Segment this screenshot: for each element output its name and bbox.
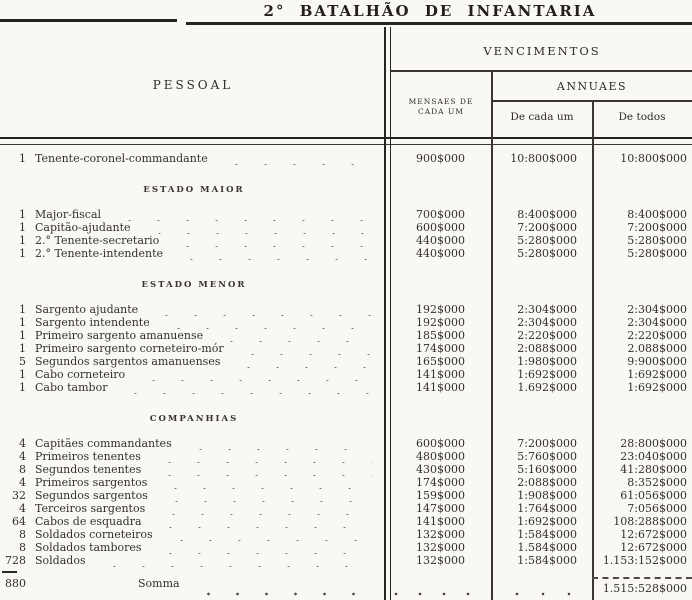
table-row <box>0 437 692 450</box>
cell-quantity: 4 <box>19 437 26 450</box>
total-count: 880 <box>5 577 26 590</box>
dot-leader <box>211 329 372 342</box>
cell-annual-all: 10:800$000 <box>620 152 687 165</box>
total-annual-all: 1.515:528$000 <box>592 577 692 597</box>
cell-annual-each: 5:160$000 <box>517 463 577 476</box>
table-row <box>0 554 692 567</box>
cell-annual-each: 2:304$000 <box>517 316 577 329</box>
dot-leader <box>232 342 372 355</box>
cell-monthly-each: 174$000 <box>416 476 465 489</box>
cell-monthly-each: 141$000 <box>416 368 465 381</box>
cell-quantity: 4 <box>19 502 26 515</box>
cell-label: Primeiros sargentos <box>35 476 148 489</box>
dot-leader <box>109 208 372 221</box>
cell-label: Soldados <box>35 554 86 567</box>
cell-annual-each: 10:800$000 <box>510 152 577 165</box>
cell-monthly-each: 141$000 <box>416 515 465 528</box>
cell-monthly-each: 440$000 <box>416 234 465 247</box>
cell-monthly-each: 132$000 <box>416 554 465 567</box>
table-row <box>0 463 692 476</box>
cell-annual-all: 8:400$000 <box>627 208 687 221</box>
table-row <box>0 541 692 554</box>
cell-monthly-each: 174$000 <box>416 342 465 355</box>
total-annual-each-dots <box>492 577 592 597</box>
cell-quantity: 8 <box>19 463 26 476</box>
cell-label: Sargento ajudante <box>35 303 139 316</box>
dot-leader <box>133 368 372 381</box>
dot-leader <box>228 355 372 368</box>
cell-quantity: 728 <box>5 554 26 567</box>
dot-leader <box>171 247 372 260</box>
cell-annual-all: 7:056$000 <box>627 502 687 515</box>
dot-leader <box>161 528 372 541</box>
cell-monthly-each: 165$000 <box>416 355 465 368</box>
cell-quantity: 4 <box>19 450 26 463</box>
table-row <box>0 489 692 502</box>
cell-annual-each: 1:980$000 <box>517 355 577 368</box>
cell-label: Primeiro sargento amanuense <box>35 329 204 342</box>
cell-monthly-each: 147$000 <box>416 502 465 515</box>
table-row <box>0 450 692 463</box>
section-header-row <box>0 413 692 426</box>
cell-quantity: 1 <box>19 221 26 234</box>
table-row <box>0 368 692 381</box>
cell-quantity: 1 <box>19 368 26 381</box>
vencimentos-underline-rule <box>390 70 692 72</box>
cell-quantity: 1 <box>19 316 26 329</box>
dot-leader <box>150 515 372 528</box>
cell-annual-each: 7:200$000 <box>517 437 577 450</box>
cell-monthly-each: 430$000 <box>416 463 465 476</box>
cell-quantity: 1 <box>19 247 26 260</box>
cell-monthly-each: 440$000 <box>416 247 465 260</box>
cell-quantity: 32 <box>12 489 26 502</box>
cell-annual-all: 23:040$000 <box>620 450 687 463</box>
cell-annual-each: 1:764$000 <box>517 502 577 515</box>
table-row <box>0 381 692 394</box>
cell-annual-each: 5:280$000 <box>517 234 577 247</box>
cell-label: Cabo corneteiro <box>35 368 126 381</box>
table-row <box>0 329 692 342</box>
cell-annual-each: 8:400$000 <box>517 208 577 221</box>
cell-annual-all: 12:672$000 <box>620 541 687 554</box>
table-row <box>0 528 692 541</box>
cell-label: Cabo tambor <box>35 381 108 394</box>
header-bottom-double-rule <box>0 137 692 145</box>
top-left-rule <box>0 19 177 22</box>
table-row <box>0 221 692 234</box>
cell-label: Primeiros tenentes <box>35 450 141 463</box>
cell-label: Segundos sargentos amanuenses <box>35 355 221 368</box>
cell-annual-all: 1:692$000 <box>627 381 687 394</box>
cell-monthly-each: 900$000 <box>416 152 465 165</box>
dot-leader <box>155 476 372 489</box>
cell-monthly-each: 192$000 <box>416 303 465 316</box>
table-row <box>0 476 692 489</box>
cell-annual-each: 1:692$000 <box>517 368 577 381</box>
cell-quantity: 4 <box>19 476 26 489</box>
cell-label: Capitães commandantes <box>35 437 172 450</box>
cell-monthly-each: 192$000 <box>416 316 465 329</box>
cell-label: Soldados tambores <box>35 541 142 554</box>
dot-leader <box>153 502 372 515</box>
cell-quantity: 1 <box>19 152 26 165</box>
page-title: 2° BATALHÃO DE INFANTARIA <box>263 2 597 20</box>
cell-annual-all: 5:280$000 <box>627 234 687 247</box>
cell-annual-each: 1:584$000 <box>517 554 577 567</box>
cell-quantity: 1 <box>19 381 26 394</box>
cell-annual-each: 1.584$000 <box>517 541 577 554</box>
cell-label: Major-fiscal <box>35 208 102 221</box>
total-row <box>0 577 692 597</box>
cell-annual-each: 1:908$000 <box>517 489 577 502</box>
column-header-pessoal: PESSOAL <box>152 78 234 92</box>
cell-annual-all: 1.153:152$000 <box>602 554 687 567</box>
table-row <box>0 234 692 247</box>
total-monthly-dots <box>388 577 492 597</box>
cell-annual-all: 28:800$000 <box>620 437 687 450</box>
cell-label: Cabos de esquadra <box>35 515 142 528</box>
cell-annual-each: 1.692$000 <box>517 381 577 394</box>
cell-quantity: 8 <box>19 541 26 554</box>
cell-annual-each: 1:584$000 <box>517 528 577 541</box>
cell-label: Terceiros sargentos <box>35 502 146 515</box>
table-row <box>0 515 692 528</box>
section-header-row <box>0 184 692 197</box>
cell-label: Capitão-ajudante <box>35 221 131 234</box>
table-row <box>0 355 692 368</box>
table-row <box>0 152 692 165</box>
cell-annual-all: 5:280$000 <box>627 247 687 260</box>
dot-leader <box>216 152 372 165</box>
dot-leader <box>180 437 372 450</box>
dot-leader <box>158 316 372 329</box>
cell-annual-all: 12:672$000 <box>620 528 687 541</box>
section-label: ESTADO MENOR <box>141 280 247 290</box>
total-label: Somma <box>138 577 180 590</box>
cell-monthly-each: 600$000 <box>416 437 465 450</box>
table-row <box>0 342 692 355</box>
cell-annual-all: 2:304$000 <box>627 316 687 329</box>
cell-annual-all: 1:692$000 <box>627 368 687 381</box>
cell-monthly-each: 480$000 <box>416 450 465 463</box>
cell-annual-each: 1:692$000 <box>517 515 577 528</box>
generated-rows <box>0 152 692 567</box>
cell-annual-each: 5:280$000 <box>517 247 577 260</box>
cell-annual-all: 2.088$000 <box>627 342 687 355</box>
column-header-mensaes-de-cada-um: MENSAES DE CADA UM <box>408 97 474 116</box>
title-underline-rule <box>186 22 692 25</box>
table-row <box>0 502 692 515</box>
cell-label: Soldados corneteiros <box>35 528 153 541</box>
dot-leader <box>188 577 372 597</box>
table-row <box>0 303 692 316</box>
cell-monthly-each: 700$000 <box>416 208 465 221</box>
table-row <box>0 316 692 329</box>
table-row <box>0 247 692 260</box>
cell-annual-all: 61:056$000 <box>620 489 687 502</box>
cell-monthly-each: 159$000 <box>416 489 465 502</box>
cell-quantity: 1 <box>19 342 26 355</box>
cell-quantity: 64 <box>12 515 26 528</box>
cell-annual-all: 7:200$000 <box>627 221 687 234</box>
cell-monthly-each: 141$000 <box>416 381 465 394</box>
cell-label: Tenente-coronel-commandante <box>35 152 208 165</box>
cell-annual-each: 2:304$000 <box>517 303 577 316</box>
cell-annual-each: 7:200$000 <box>517 221 577 234</box>
column-header-de-todos: De todos <box>618 111 666 123</box>
cell-monthly-each: 132$000 <box>416 541 465 554</box>
dot-leader <box>115 381 372 394</box>
column-header-de-cada-um: De cada um <box>510 111 574 123</box>
cell-annual-all: 108:288$000 <box>613 515 687 528</box>
cell-label: Primeiro sargento corneteiro-mór <box>35 342 224 355</box>
cell-monthly-each: 132$000 <box>416 528 465 541</box>
dot-leader <box>94 554 372 567</box>
cell-annual-all: 2:220$000 <box>627 329 687 342</box>
dot-leader <box>139 221 372 234</box>
cell-label: Segundos tenentes <box>35 463 142 476</box>
cell-label: 2.° Tenente-intendente <box>35 247 163 260</box>
cell-label: Sargento intendente <box>35 316 150 329</box>
cell-annual-each: 5:760$000 <box>517 450 577 463</box>
cell-annual-each: 2:220$000 <box>517 329 577 342</box>
section-label: ESTADO MAIOR <box>143 185 245 195</box>
cell-quantity: 1 <box>19 234 26 247</box>
dot-leader <box>167 234 372 247</box>
dot-leader <box>150 541 372 554</box>
cell-label: Segundos sargentos <box>35 489 148 502</box>
cell-quantity: 8 <box>19 528 26 541</box>
dot-leader <box>149 463 372 476</box>
column-header-vencimentos: VENCIMENTOS <box>483 44 601 58</box>
cell-quantity: 1 <box>19 208 26 221</box>
column-header-annuaes: ANNUAES <box>556 80 628 93</box>
cell-monthly-each: 600$000 <box>416 221 465 234</box>
cell-annual-all: 2:304$000 <box>627 303 687 316</box>
section-label: COMPANHIAS <box>149 414 239 424</box>
cell-annual-all: 9:900$000 <box>627 355 687 368</box>
dot-leader <box>149 450 372 463</box>
cell-annual-all: 41:280$000 <box>620 463 687 476</box>
section-header-row <box>0 279 692 292</box>
cell-annual-all: 8:352$000 <box>627 476 687 489</box>
table-body <box>0 146 692 597</box>
cell-monthly-each: 185$000 <box>416 329 465 342</box>
dot-leader <box>146 303 372 316</box>
cell-quantity: 5 <box>19 355 26 368</box>
cell-annual-each: 2:088$000 <box>517 476 577 489</box>
cell-quantity: 1 <box>19 329 26 342</box>
table-row <box>0 208 692 221</box>
count-sum-dash <box>2 571 17 573</box>
cell-annual-each: 2:088$000 <box>517 342 577 355</box>
dot-leader <box>156 489 372 502</box>
cell-quantity: 1 <box>19 303 26 316</box>
cell-label: 2.° Tenente-secretario <box>35 234 160 247</box>
